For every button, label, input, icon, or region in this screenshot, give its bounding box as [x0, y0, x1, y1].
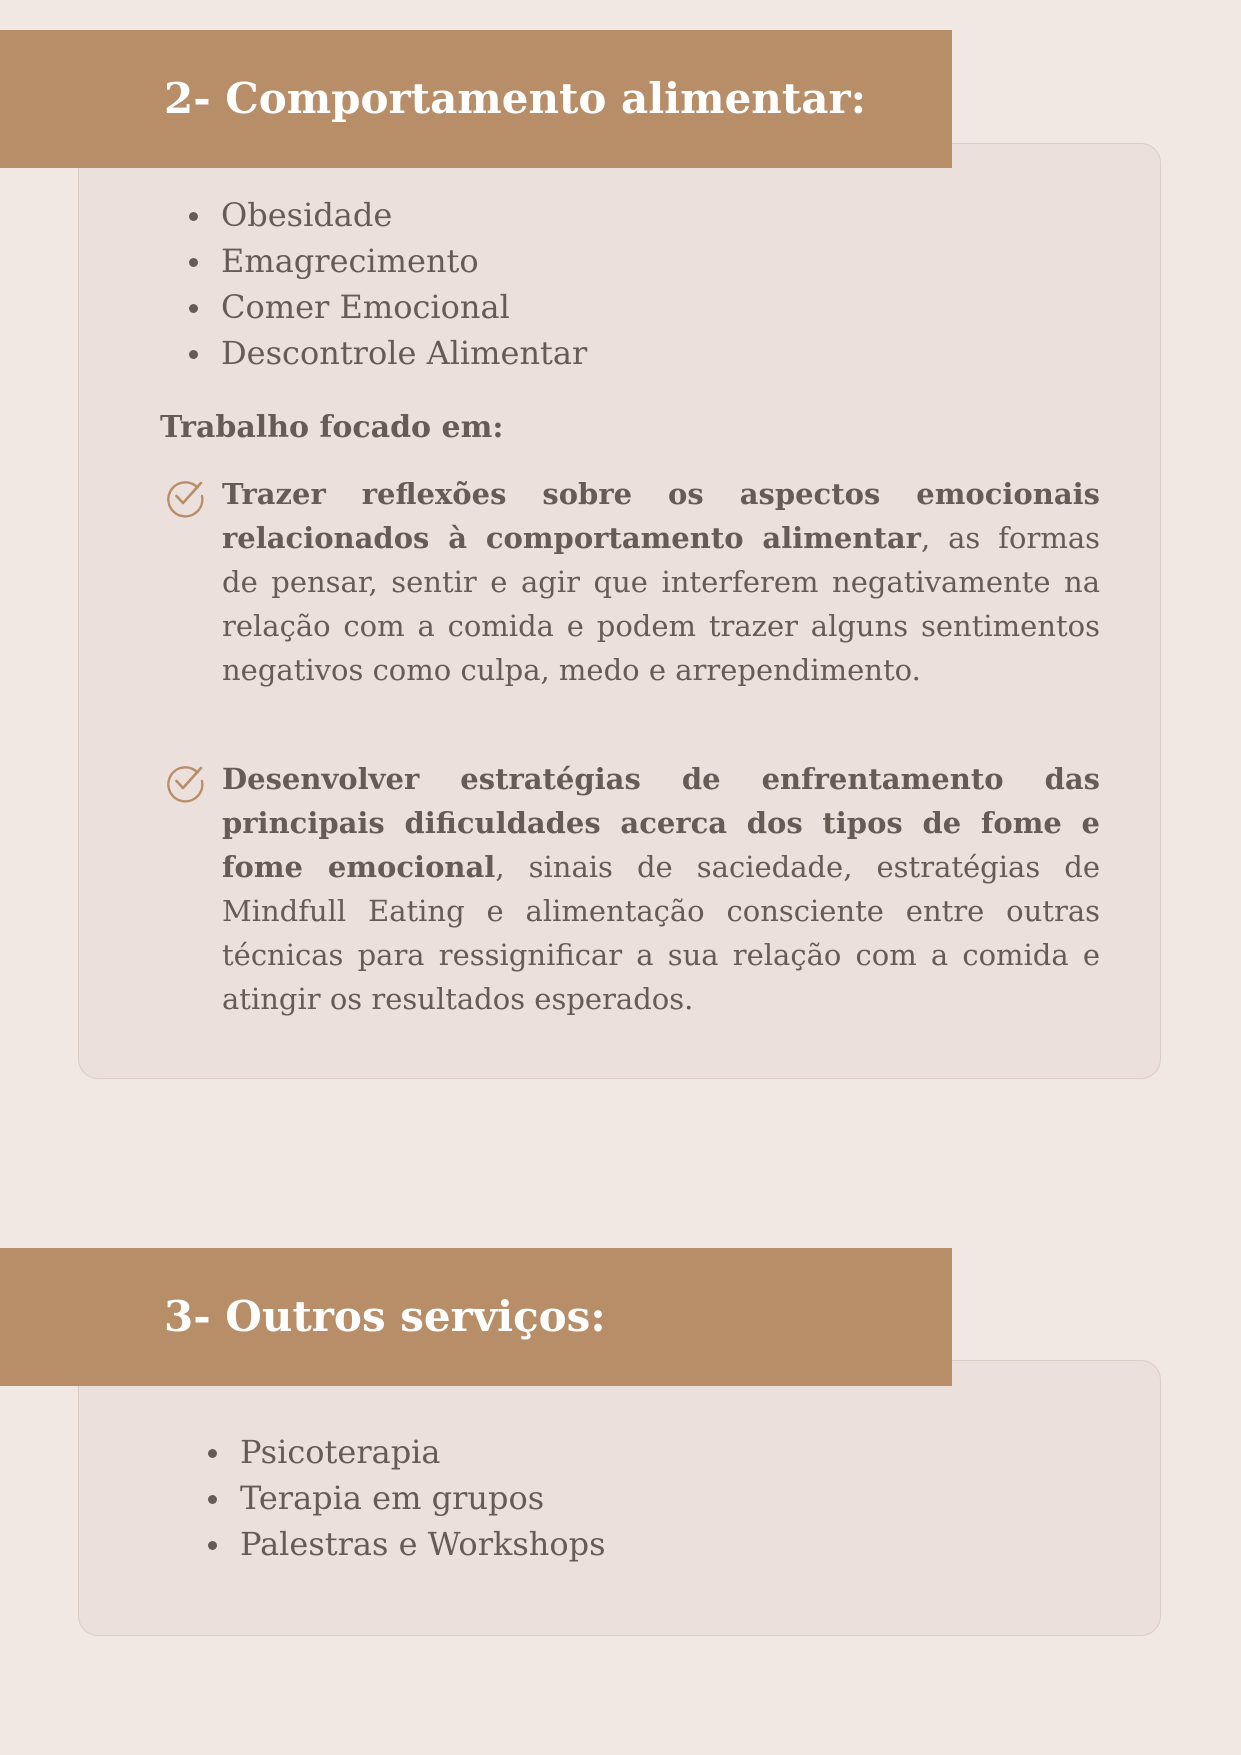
list-item: Terapia em grupos — [204, 1475, 606, 1521]
focus-item-bold: Trazer reflexões sobre os aspectos emocionais relacionados à comportamento alimentar — [222, 477, 1100, 555]
list-item: Emagrecimento — [185, 238, 587, 284]
check-circle-icon — [163, 474, 207, 518]
list-item: Obesidade — [185, 192, 587, 238]
focus-item-text: , sinais de saciedade, estratégias de Mindfull Eating e alimentação consciente entre outras técnicas para ressignificar a sua relação com a comida e atingir os resultados esperados. — [222, 850, 1101, 1016]
section-title-outros-servicos: 3- Outros serviços: — [0, 1248, 952, 1386]
list-item: Descontrole Alimentar — [185, 330, 587, 376]
check-circle-icon — [163, 759, 207, 803]
focus-item-text: , as formas de pensar, sentir e agir que interferem negativamente na relação com a comida e podem trazer alguns sentimentos negativos como culpa, medo e arrependimento. — [222, 521, 1100, 687]
focus-subheading: Trabalho focado em: — [160, 410, 504, 445]
list-item: Psicoterapia — [204, 1429, 606, 1475]
comportamento-list — [185, 192, 587, 376]
focus-item-bold: Desenvolver estratégias de enfrentamento das principais dificuldades acerca dos tipos de fome e fome emocional — [222, 762, 1100, 884]
list-item: Palestras e Workshops — [204, 1521, 606, 1567]
focus-item — [222, 472, 1100, 692]
section-title-comportamento: 2- Comportamento alimentar: — [0, 30, 952, 168]
list-item: Comer Emocional — [185, 284, 587, 330]
focus-item — [222, 757, 1100, 1021]
outros-servicos-list — [204, 1429, 606, 1567]
